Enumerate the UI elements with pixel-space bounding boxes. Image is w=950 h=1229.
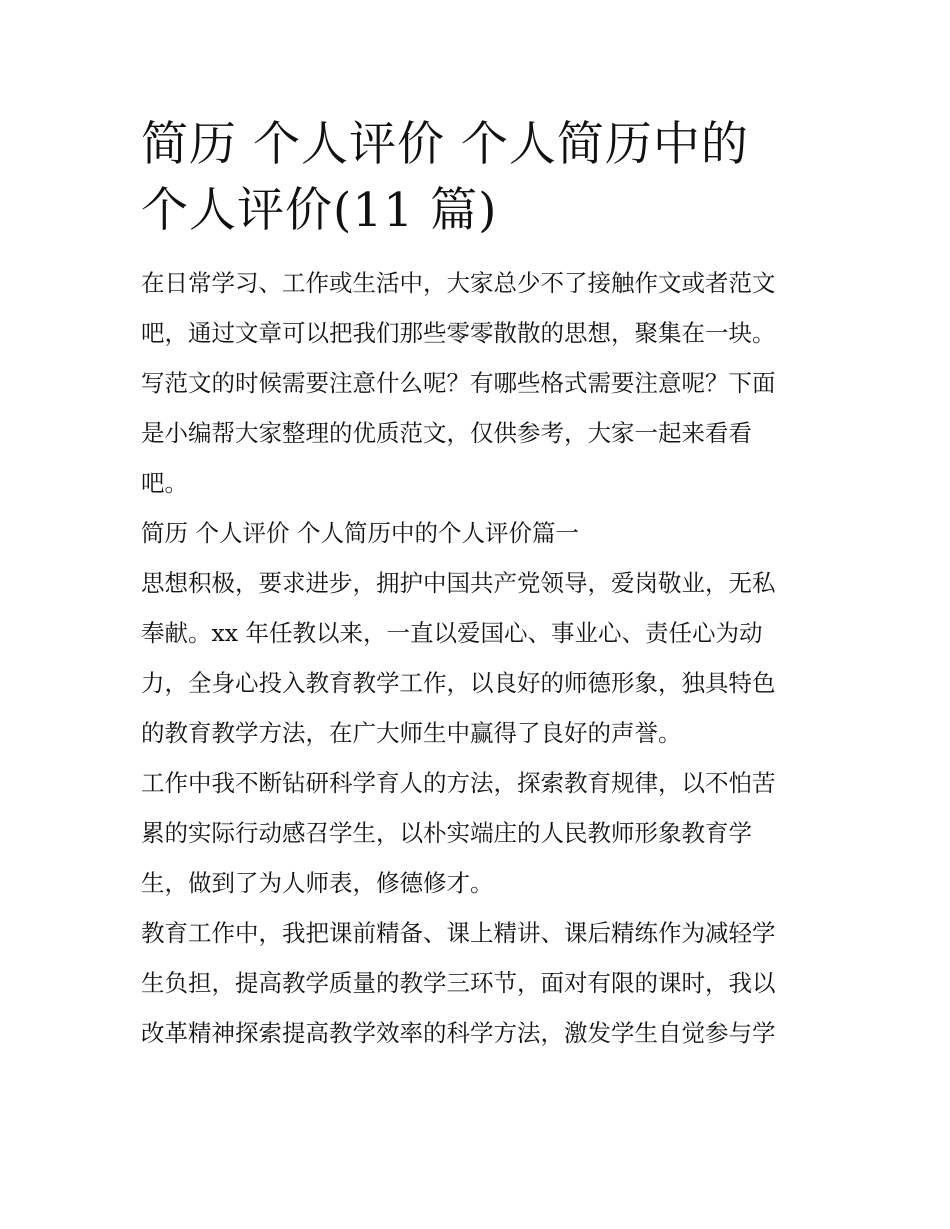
- document-title: [141, 112, 816, 244]
- text-line: 在日常学习、工作或生活中，大家总少不了接触作文或者范文: [141, 269, 776, 297]
- text-line: 是小编帮大家整理的优质范文，仅供参考，大家一起来看看: [141, 419, 752, 447]
- text-line: 吧。: [141, 469, 188, 497]
- text-line: 的教育教学方法，在广大师生中赢得了良好的声誉。: [141, 719, 682, 747]
- title-line: 个人评价(11 篇): [141, 183, 498, 238]
- intro-paragraph: [141, 258, 816, 508]
- text-line: 简历 个人评价 个人简历中的个人评价篇一: [141, 519, 579, 547]
- text-line: 累的实际行动感召学生，以朴实端庄的人民教师形象教育学: [141, 819, 752, 847]
- body-paragraph: [141, 758, 816, 908]
- title-line: 简历 个人评价 个人简历中的: [141, 117, 749, 172]
- text-line: 写范文的时候需要注意什么呢？有哪些格式需要注意呢？下面: [141, 369, 776, 397]
- text-line: 改革精神探索提高教学效率的科学方法，激发学生自觉参与学: [141, 1019, 776, 1047]
- text-line: 教育工作中，我把课前精备、课上精讲、课后精练作为减轻学: [141, 919, 776, 947]
- document-body: [141, 112, 816, 1058]
- text-line: 工作中我不断钻研科学育人的方法，探索教育规律，以不怕苦: [141, 769, 776, 797]
- text-line: 生负担，提高教学质量的教学三环节，面对有限的课时，我以: [141, 969, 776, 997]
- body-paragraph: [141, 558, 816, 758]
- text-line: 力，全身心投入教育教学工作，以良好的师德形象，独具特色: [141, 669, 776, 697]
- text-line: 奉献。xx 年任教以来，一直以爱国心、事业心、责任心为动: [141, 619, 763, 647]
- body-paragraph: [141, 908, 816, 1058]
- section-heading: [141, 508, 816, 558]
- text-line: 生，做到了为人师表，修德修才。: [141, 869, 494, 897]
- text-line: 吧，通过文章可以把我们那些零零散散的思想，聚集在一块。: [141, 319, 776, 347]
- text-line: 思想积极，要求进步，拥护中国共产党领导，爱岗敬业，无私: [141, 569, 776, 597]
